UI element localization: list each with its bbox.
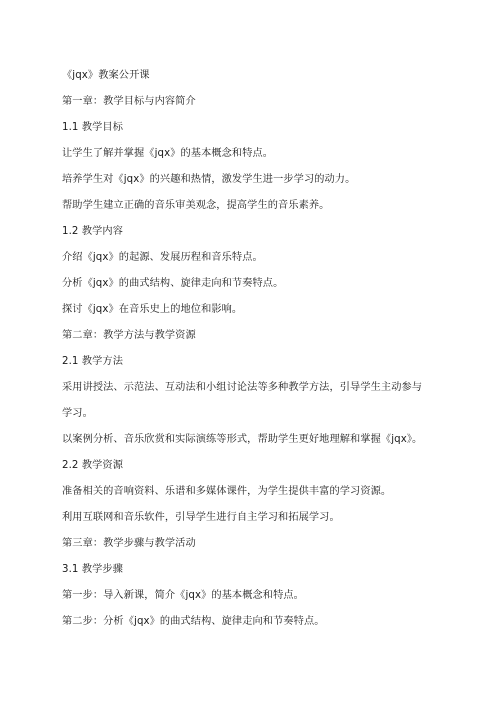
paragraph-line: 学习。 bbox=[62, 408, 93, 419]
paragraph-line: 以案例分析、音乐欣赏和实际演练等形式，帮助学生更好地理解和掌握《jqx》。 bbox=[62, 434, 423, 445]
section-2-1-heading: 2.1 教学方法 bbox=[62, 356, 123, 367]
chapter-3-heading: 第三章：教学步骤与教学活动 bbox=[62, 538, 196, 549]
section-3-1-heading: 3.1 教学步骤 bbox=[62, 564, 123, 575]
paragraph-line: 采用讲授法、示范法、互动法和小组讨论法等多种教学方法，引导学生主动参与 bbox=[62, 382, 423, 393]
section-2-2-heading: 2.2 教学资源 bbox=[62, 460, 123, 471]
paragraph-line: 利用互联网和音乐软件，引导学生进行自主学习和拓展学习。 bbox=[62, 512, 340, 523]
document-title: 《jqx》教案公开课 bbox=[62, 70, 150, 81]
paragraph-line: 第一步：导入新课，简介《jqx》的基本概念和特点。 bbox=[62, 590, 304, 601]
paragraph-line: 介绍《jqx》的起源、发展历程和音乐特点。 bbox=[62, 252, 263, 263]
paragraph-line: 让学生了解并掌握《jqx》的基本概念和特点。 bbox=[62, 148, 274, 159]
paragraph-line: 探讨《jqx》在音乐史上的地位和影响。 bbox=[62, 304, 243, 315]
paragraph-line: 分析《jqx》的曲式结构、旋律走向和节奏特点。 bbox=[62, 278, 284, 289]
paragraph-line: 准备相关的音响资料、乐谱和多媒体课件，为学生提供丰富的学习资源。 bbox=[62, 486, 392, 497]
section-1-1-heading: 1.1 教学目标 bbox=[62, 122, 123, 133]
paragraph-line: 帮助学生建立正确的音乐审美观念，提高学生的音乐素养。 bbox=[62, 200, 330, 211]
paragraph-line: 培养学生对《jqx》的兴趣和热情，激发学生进一步学习的动力。 bbox=[62, 174, 356, 185]
chapter-1-heading: 第一章：教学目标与内容简介 bbox=[62, 96, 196, 107]
paragraph-line: 第二步：分析《jqx》的曲式结构、旋律走向和节奏特点。 bbox=[62, 616, 325, 627]
chapter-2-heading: 第二章：教学方法与教学资源 bbox=[62, 330, 196, 341]
section-1-2-heading: 1.2 教学内容 bbox=[62, 226, 123, 237]
